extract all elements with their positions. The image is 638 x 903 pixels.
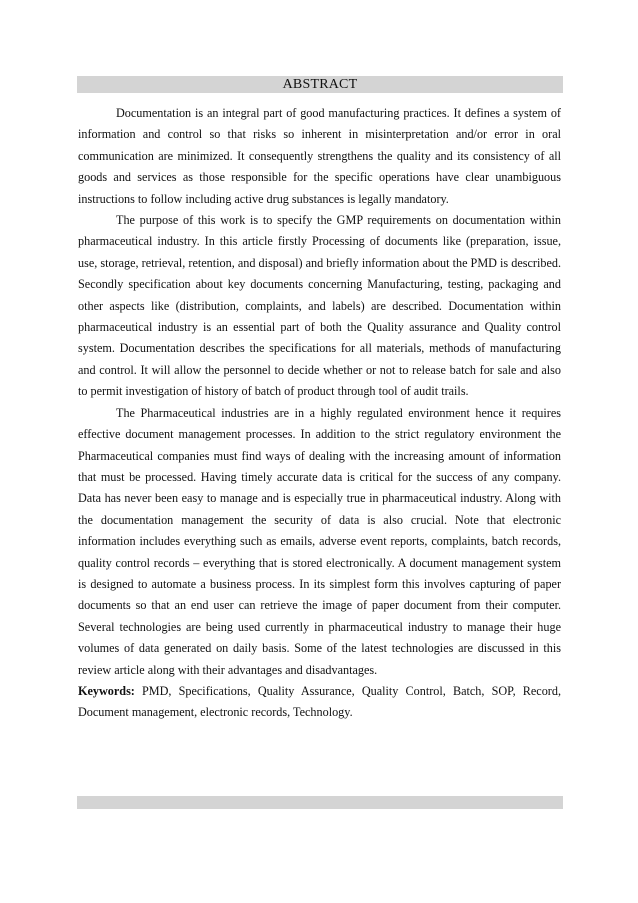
abstract-paragraph-1: Documentation is an integral part of good manufacturing practices. It defines a system of information and control so that risks so inherent in misinterpretation and/or error in oral communication are minimized. It consequently strengthens the quality and its consistency of all goods and services as those responsible for the specific operations have clear unambiguous instructions to follow including active drug substances is legally mandatory.	[78, 106, 561, 206]
abstract-body	[78, 103, 561, 724]
abstract-paragraph-3: The Pharmaceutical industries are in a highly regulated environment hence it requires effective document management processes. In addition to the strict regulatory environment the Pharmaceutical companies must find ways of dealing with the increasing amount of information that must be processed. Having timely accurate data is critical for the success of any company. Data has never been easy to manage and is especially true in pharmaceutical industry. Along with the documentation management the security of data is also crucial. Note that electronic information includes everything such as emails, adverse event reports, complaints, batch records, quality control records – everything that is stored electronically. A document management system is designed to automate a business process. In its simplest form this involves capturing of paper documents so that an end user can retrieve the image of paper document from their computer. Several technologies are being used currently in pharmaceutical industry to manage their huge volumes of data generated on daily basis. Some of the latest technologies are discussed in this review article along with their advantages and disadvantages.	[78, 405, 561, 677]
keywords-line	[78, 681, 561, 724]
abstract-title: ABSTRACT	[77, 76, 563, 93]
abstract-paragraph-2: The purpose of this work is to specify the GMP requirements on documentation within pharmaceutical industry. In this article firstly Processing of documents like (preparation, issue, use, storage, retrieval, retention, and disposal) and briefly information about the PMD is described. Secondly specification about key documents concerning Manufacturing, testing, packaging and other aspects like (distribution, complaints, and labels) are described. Documentation within pharmaceutical industry is an essential part of both the Quality assurance and Quality control system. Documentation describes the specifications for all materials, methods of manufacturing and control. It will allow the personnel to decide whether or not to release batch for sale and also to permit investigation of history of batch of product through tool of audit trails.	[78, 213, 561, 399]
bottom-divider-bar	[77, 796, 563, 809]
keywords-text: PMD, Specifications, Quality Assurance, Quality Control, Batch, SOP, Record, Document management, electronic records, Technology.	[78, 683, 561, 720]
keywords-label: Keywords:	[78, 683, 135, 698]
